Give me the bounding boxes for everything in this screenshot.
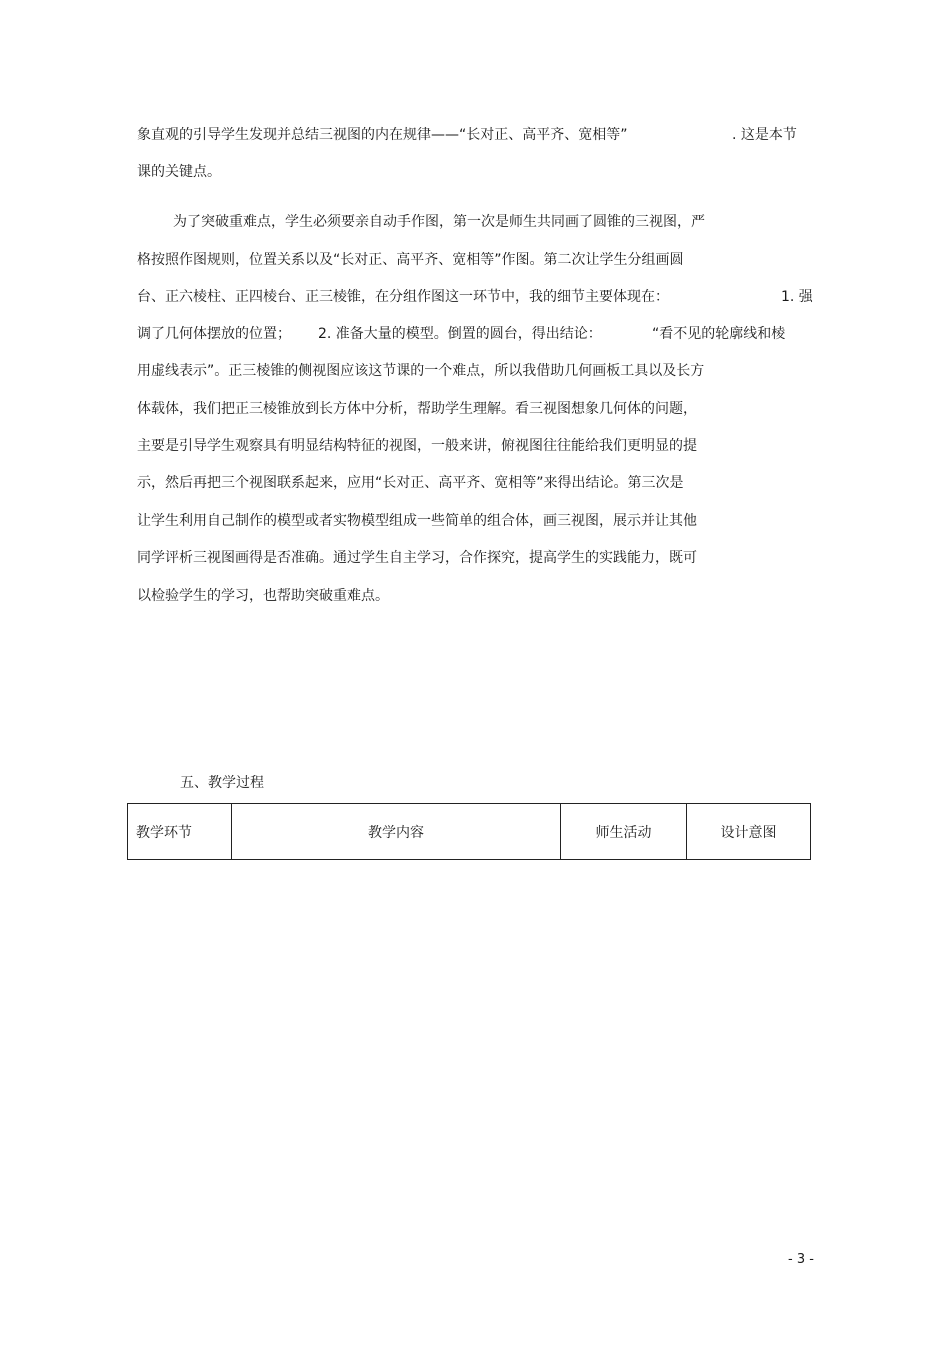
paragraph2-line9: 让学生利用自己制作的模型或者实物模型组成一些简单的组合体，画三视图，展示并让其他	[137, 513, 697, 529]
paragraph2-line5: 用虚线表示”。正三棱锥的侧视图应该这节课的一个难点，所以我借助几何画板工具以及长方	[137, 363, 705, 379]
table-header-row	[128, 804, 811, 860]
paragraph2-line8: 示，然后再把三个视图联系起来，应用“长对正、高平齐、宽相等”来得出结论。第三次是	[137, 475, 684, 491]
paragraph2-line4: 调了几何体摆放的位置；	[137, 326, 291, 342]
table-header-cell: 师生活动	[561, 804, 687, 860]
paragraph2-line4-tail: “看不见的轮廓线和棱	[652, 326, 786, 342]
paragraph2-line2: 格按照作图规则，位置关系以及“长对正、高平齐、宽相等”作图。第二次让学生分组画圆	[137, 252, 684, 268]
paragraph2-line3-tail: 1. 强	[781, 289, 813, 305]
section-heading: 五、教学过程	[180, 775, 264, 791]
paragraph1-line2: 课的关键点。	[137, 164, 221, 180]
table-header-cell: 设计意图	[687, 804, 811, 860]
paragraph2-line3: 台、正六棱柱、正四棱台、正三棱锥，在分组作图这一环节中，我的细节主要体现在：	[137, 289, 669, 305]
page-number: - 3 -	[788, 1252, 814, 1267]
paragraph2-line1: 为了突破重难点，学生必须要亲自动手作图，第一次是师生共同画了圆锥的三视图，严	[173, 214, 705, 230]
paragraph2-line7: 主要是引导学生观察具有明显结构特征的视图，一般来讲，俯视图往往能给我们更明显的提	[137, 438, 697, 454]
table-header-cell: 教学环节	[128, 804, 232, 860]
paragraph2-line10: 同学评析三视图画得是否准确。通过学生自主学习，合作探究，提高学生的实践能力，既可	[137, 550, 697, 566]
paragraph1-line1-tail: . 这是本节	[732, 127, 797, 143]
teaching-process-table	[127, 803, 811, 860]
paragraph1-line1: 象直观的引导学生发现并总结三视图的内在规律——“长对正、高平齐、宽相等”	[137, 127, 628, 143]
table-header-cell: 教学内容	[232, 804, 561, 860]
paragraph2-line4-mid: 2. 准备大量的模型。倒置的圆台，得出结论：	[318, 326, 602, 342]
paragraph2-line6: 体载体，我们把正三棱锥放到长方体中分析，帮助学生理解。看三视图想象几何体的问题，	[137, 401, 697, 417]
paragraph2-line11: 以检验学生的学习，也帮助突破重难点。	[137, 588, 389, 604]
